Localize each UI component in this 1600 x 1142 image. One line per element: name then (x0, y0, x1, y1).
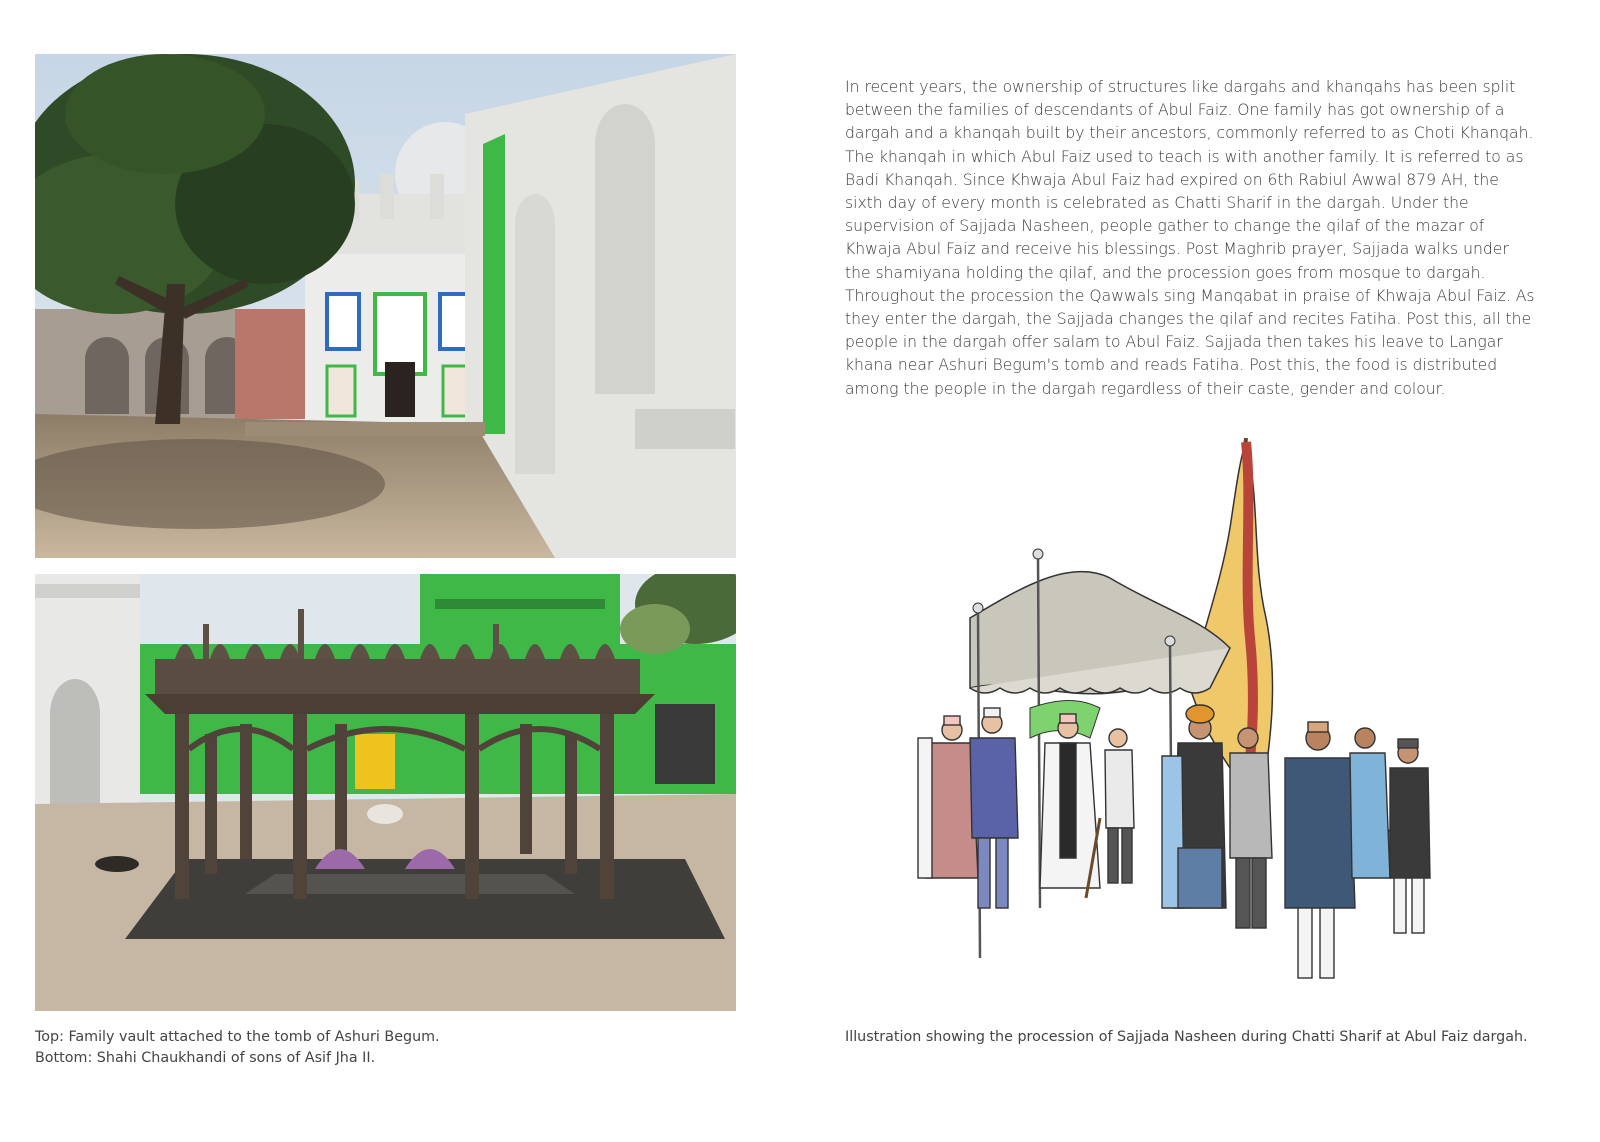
procession-illustration (900, 438, 1500, 1013)
caption-top-line: Top: Family vault attached to the tomb of Ashuri Begum. (35, 1029, 440, 1045)
illustration-caption: Illustration showing the procession of Sajjada Nasheen during Chatti Sharif at Abul Faiz dargah. (845, 1029, 1528, 1045)
photo-shahi-chaukhandi (35, 574, 736, 1011)
body-paragraph: In recent years, the ownership of structures like dargahs and khanqahs has been split between the families of descendants of Abul Faiz. One family has got ownership of a dargah and a khanqah built by their ancestors, commonly referred to as Choti Khanqah. The khanqah in which Abul Faiz used to teach is with another family. It is referred to as Badi Khanqah. Since Khwaja Abul Faiz had expired on 6th Rabiul Awwal 879 AH, the sixth day of every month is celebrated as Chatti Sharif in the dargah. Under the supervision of Sajjada Nasheen, people gather to change the qilaf of the mazar of Khwaja Abul Faiz and receive his blessings. Post Maghrib prayer, Sajjada walks under the shamiyana holding the qilaf, and the procession goes from mosque to dargah. Throughout the procession the Qawwals sing Manqabat in praise of Khwaja Abul Faiz. As they enter the dargah, the Sajjada changes the qilaf and recites Fatiha. Post this, all the people in the dargah offer salam to Abul Faiz. Sajjada then takes his leave to Langar khana near Ashuri Begum's tomb and reads Fatiha. Post this, the food is distributed among the people in the dargah regardless of their caste, gender and colour. (845, 78, 1535, 398)
family-vault-image (35, 54, 736, 558)
photo-caption (35, 1027, 555, 1069)
caption-bottom-line: Bottom: Shahi Chaukhandi of sons of Asif Jha II. (35, 1050, 376, 1066)
photo-family-vault (35, 54, 736, 558)
chaukhandi-image (35, 574, 736, 1011)
procession-drawing (900, 438, 1500, 1013)
